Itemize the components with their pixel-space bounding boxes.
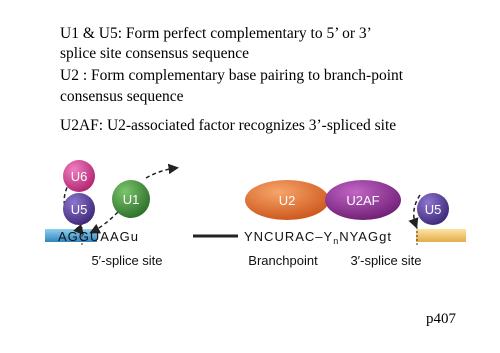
u2af-label: U2AF [346,193,380,208]
description-line-1: U1 & U5: Form perfect complementary to 5’ or 3’ [60,25,372,42]
u5-left-label: U5 [70,202,88,217]
description-line-3: U2 : Form complementary base pairing to branch-point [60,67,404,84]
branch-subscript: n [333,236,340,246]
u2-snrnp [245,180,329,220]
description-line-2: splice site consensus sequence [60,45,249,62]
page-number: p407 [426,311,456,327]
u6-label: U6 [70,169,88,184]
u1-snrnp [112,180,150,218]
branch-suffix: NYAG [339,229,380,244]
three-splice-site-label: 3′-splice site [350,253,422,268]
u2af-snrnp [325,180,401,220]
three-exon-bases: gt [379,229,392,244]
description-line-5: U2AF: U2-associated factor recognizes 3’-spliced site [60,117,397,134]
u1-arrow-out [146,168,176,178]
u5-right-snrnp [417,193,449,225]
five-splice-site-label: 5′-splice site [91,253,163,268]
five-splice-sequence [58,229,139,244]
u1-label: U1 [122,192,140,207]
description-line-4: consensus sequence [60,88,184,105]
u5-right-label: U5 [424,202,442,217]
u5-left-snrnp [63,193,95,225]
right-exon-bar [416,229,466,242]
branchpoint-sequence [244,229,392,246]
u2-label: U2 [278,193,296,208]
branch-prefix: YNCURAC–Y [244,229,334,244]
u6-snrnp [63,160,95,192]
left-exon-bases: AG [58,229,79,244]
five-intron-bases: GUAAGu [78,229,139,244]
branchpoint-label: Branchpoint [248,253,318,268]
